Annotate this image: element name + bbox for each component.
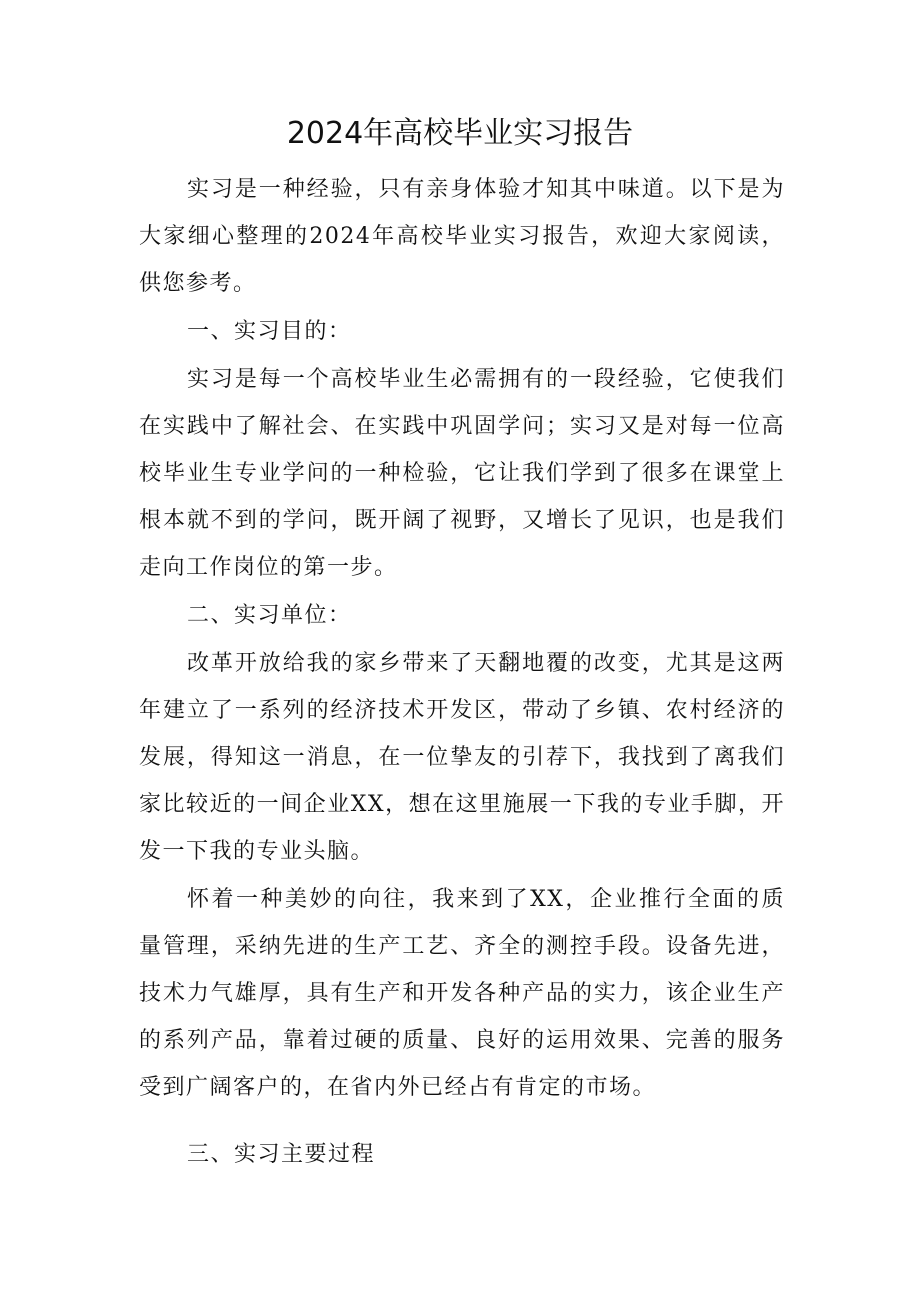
section-heading-process: 三、实习主要过程 — [187, 1142, 376, 1167]
purpose-paragraph: 实习是每一个高校毕业生必需拥有的一段经验，它使我们在实践中了解社会、在实践中巩固学问；实习又是对每一位高校毕业生专业学问的一种检验，它让我们学到了很多在课堂上根本就不到的学问，既开阔了视野，又增长了见识，也是我们走向工作岗位的第一步。 — [139, 367, 785, 580]
unit-paragraph-1: 改革开放给我的家乡带来了天翻地覆的改变，尤其是这两年建立了一系列的经济技术开发区，带动了乡镇、农村经济的发展，得知这一消息，在一位挚友的引荐下，我找到了离我们家比较近的一间企业XX，想在这里施展一下我的专业手脚，开发一下我的专业头脑。 — [139, 651, 785, 864]
section-heading-purpose: 一、实习目的： — [187, 319, 352, 344]
section-heading-unit: 二、实习单位： — [187, 603, 352, 628]
intro-paragraph: 实习是一种经验，只有亲身体验才知其中味道。以下是为大家细心整理的2024年高校毕业实习报告，欢迎大家阅读，供您参考。 — [139, 177, 785, 296]
document-title: 2024年高校毕业实习报告 — [286, 116, 634, 151]
unit-paragraph-2: 怀着一种美妙的向往，我来到了XX，企业推行全面的质量管理，采纳先进的生产工艺、齐全的测控手段。设备先进，技术力气雄厚，具有生产和开发各种产品的实力，该企业生产的系列产品，靠着过硬的质量、良好的运用效果、完善的服务受到广阔客户的，在省内外已经占有肯定的市场。 — [139, 887, 785, 1100]
document-body — [139, 166, 785, 1179]
